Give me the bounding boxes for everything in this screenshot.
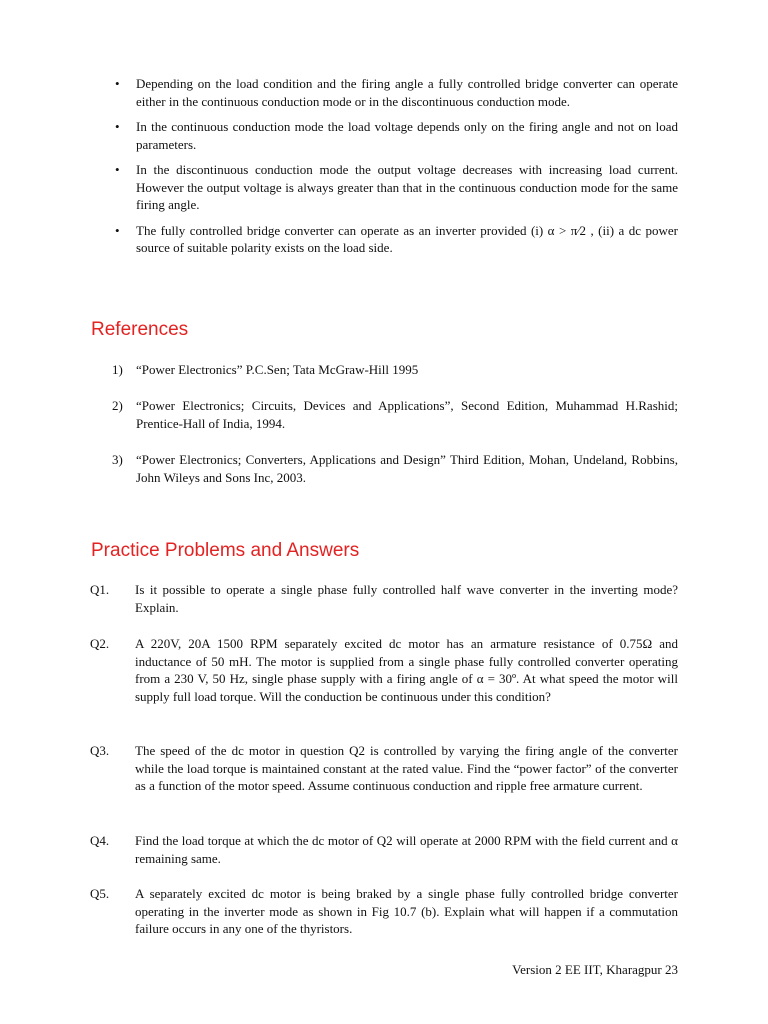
question-item xyxy=(90,832,678,867)
page-footer: Version 2 EE IIT, Kharagpur 23 xyxy=(512,962,678,977)
summary-bullet-list xyxy=(115,75,678,265)
bullet-text: In the continuous conduction mode the load voltage depends only on the firing angle and not on load parameters. xyxy=(136,119,678,152)
bullet-item xyxy=(115,161,678,214)
question-item xyxy=(90,581,678,616)
bullet-item xyxy=(115,222,678,257)
question-number: Q4. xyxy=(90,833,110,848)
reference-text: “Power Electronics; Converters, Applications and Design” Third Edition, Mohan, Undeland, Robbins, John Wileys and Sons Inc, 2003. xyxy=(136,452,678,485)
question-text: The speed of the dc motor in question Q2 is controlled by varying the firing angle of the converter while the load torque is maintained constant at the rated value. Find the “power factor” of the converter as a function of the motor speed. Assume continuous conduction and ripple free armature current. xyxy=(135,743,678,793)
bullet-item xyxy=(115,75,678,110)
references-heading: References xyxy=(91,319,189,340)
bullet-text: The fully controlled bridge converter can operate as an inverter provided (i) α > π⁄2 , (ii) a dc power source of suitable polarity exists on the load side. xyxy=(136,222,678,255)
reference-number: 3) xyxy=(112,452,123,467)
reference-text: “Power Electronics” P.C.Sen; Tata McGraw-Hill 1995 xyxy=(136,362,419,377)
reference-text: “Power Electronics; Circuits, Devices and Applications”, Second Edition, Muhammad H.Rashid; Prentice-Hall of India, 1994. xyxy=(136,398,678,431)
bullet-text: Depending on the load condition and the firing angle a fully controlled bridge converter can operate either in the continuous conduction mode or in the discontinuous conduction mode. xyxy=(136,76,678,109)
reference-item xyxy=(112,397,678,432)
bullet-dot: • xyxy=(115,222,120,238)
question-number: Q3. xyxy=(90,743,110,758)
question-text: A separately excited dc motor is being braked by a single phase fully controlled bridge converter operating in the inverter mode as shown in Fig 10.7 (b). Explain what will happen if a commutation failure occurs in any one of the thyristors. xyxy=(135,886,678,936)
practice-heading: Practice Problems and Answers xyxy=(91,540,360,561)
question-text: A 220V, 20A 1500 RPM separately excited dc motor has an armature resistance of 0.75Ω and inductance of 50 mH. The motor is supplied from a single phase fully controlled converter operating from a 230 V, 50 Hz, single phase supply with a firing angle of α = 30º. At what speed the motor will supply full load torque. Will the conduction be continuous under this condition? xyxy=(135,636,678,704)
question-number: Q5. xyxy=(90,886,110,901)
bullet-item xyxy=(115,118,678,153)
bullet-text: In the discontinuous conduction mode the output voltage decreases with increasing load current. However the output voltage is always greater than that in the continuous conduction mode for the same firing angle. xyxy=(136,162,678,212)
reference-item xyxy=(112,361,678,379)
bullet-dot: • xyxy=(115,119,120,134)
question-item xyxy=(90,635,678,705)
reference-number: 2) xyxy=(112,398,123,413)
question-number: Q2. xyxy=(90,636,110,651)
reference-number: 1) xyxy=(112,362,123,377)
question-text: Find the load torque at which the dc motor of Q2 will operate at 2000 RPM with the field current and α remaining same. xyxy=(135,833,678,866)
bullet-dot: • xyxy=(115,162,120,177)
question-item xyxy=(90,742,678,795)
bullet-dot: • xyxy=(115,76,120,91)
question-number: Q1. xyxy=(90,582,110,597)
question-item xyxy=(90,885,678,938)
question-text: Is it possible to operate a single phase fully controlled half wave converter in the inverting mode? Explain. xyxy=(135,582,678,615)
reference-item xyxy=(112,451,678,486)
